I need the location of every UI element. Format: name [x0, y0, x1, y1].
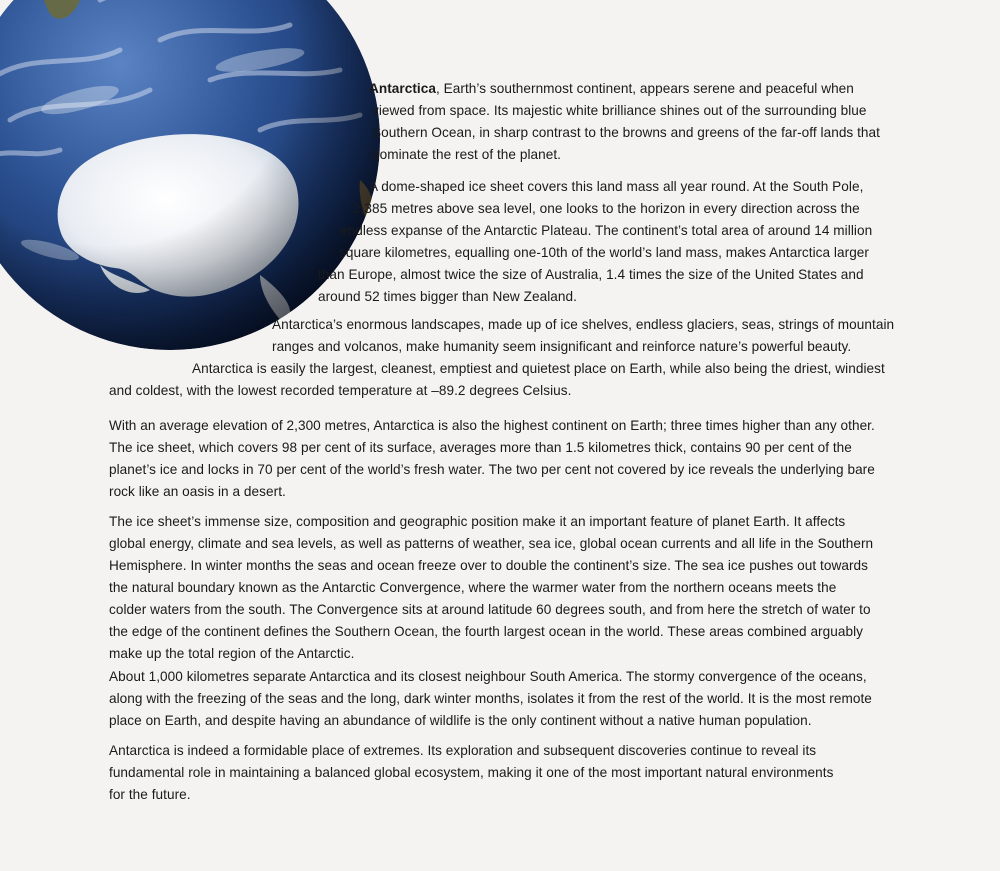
paragraph-line: than Europe, almost twice the size of Australia, 1.4 times the size of the United States and [318, 267, 864, 282]
paragraph-line: ranges and volcanos, make humanity seem insignificant and reinforce nature’s powerful beauty. [272, 339, 852, 354]
paragraph-line: the edge of the continent defines the Southern Ocean, the fourth largest ocean in the world. These areas combined arguably [109, 624, 863, 639]
intro-paragraph-continued [372, 100, 880, 166]
paragraph-ice-sheet [0, 176, 1000, 326]
paragraph-line: endless expanse of the Antarctic Plateau. The continent’s total area of around 14 million [340, 223, 873, 238]
paragraph-landscapes [0, 314, 1000, 404]
paragraph-elevation [109, 415, 875, 503]
paragraph-line: place on Earth, and despite having an abundance of wildlife is the only continent without a native human population. [109, 713, 812, 728]
paragraph-line: around 52 times bigger than New Zealand. [318, 289, 577, 304]
paragraph-line: With an average elevation of 2,300 metres, Antarctica is also the highest continent on Earth; three times higher than any other. [109, 418, 875, 433]
paragraph-line: along with the freezing of the seas and the long, dark winter months, isolates it from the rest of the world. It is the most remote [109, 691, 872, 706]
paragraph-line: Southern Ocean, in sharp contrast to the browns and greens of the far-off lands that [372, 125, 880, 140]
paragraph-line: fundamental role in maintaining a balanced global ecosystem, making it one of the most important natural environments [109, 765, 834, 780]
paragraph-line: The ice sheet’s immense size, composition and geographic position make it an important feature of planet Earth. It affects [109, 514, 846, 529]
paragraph-conclusion [109, 740, 833, 806]
paragraph-line: for the future. [109, 787, 191, 802]
paragraph-line: global energy, climate and sea levels, as well as patterns of weather, sea ice, global ocean currents and all life in the Southern [109, 536, 874, 551]
paragraph-line: dominate the rest of the planet. [372, 147, 562, 162]
paragraph-line: the natural boundary known as the Antarctic Convergence, where the warmer water from the northern oceans meets the [109, 580, 837, 595]
paragraph-line: About 1,000 kilometres separate Antarctica and its closest neighbour South America. The stormy convergence of the oceans, [109, 669, 867, 684]
paragraph-line: viewed from space. Its majestic white brilliance shines out of the surrounding blue [372, 103, 867, 118]
paragraph-line [369, 78, 854, 100]
paragraph-line: Antarctica is easily the largest, cleanest, emptiest and quietest place on Earth, while also being the driest, windiest [192, 361, 885, 376]
paragraph-line: Antarctica’s enormous landscapes, made up of ice shelves, endless glaciers, seas, strings of mountain [272, 317, 895, 332]
paragraph-line: Antarctica is indeed a formidable place of extremes. Its exploration and subsequent discoveries continue to reveal its [109, 743, 817, 758]
paragraph-line: colder waters from the south. The Convergence sits at around latitude 60 degrees south, and from here the stretch of water to [109, 602, 871, 617]
paragraph-line: Hemisphere. In winter months the seas and ocean freeze over to double the continent’s size. The sea ice pushes out towards [109, 558, 868, 573]
lead-word: Antarctica [369, 81, 436, 96]
paragraph-line: square kilometres, equalling one-10th of the world’s land mass, makes Antarctica larger [339, 245, 869, 260]
intro-paragraph [369, 78, 854, 100]
line-text: , Earth’s southernmost continent, appears serene and peaceful when [435, 81, 854, 96]
paragraph-ice-sheet-size [109, 511, 873, 665]
paragraph-line: 2,385 metres above sea level, one looks to the horizon in every direction across the [353, 201, 860, 216]
paragraph-line: make up the total region of the Antarctic. [109, 646, 355, 661]
paragraph-line: A dome-shaped ice sheet covers this land mass all year round. At the South Pole, [369, 179, 864, 194]
paragraph-line: rock like an oasis in a desert. [109, 484, 286, 499]
paragraph-line: The ice sheet, which covers 98 per cent of its surface, averages more than 1.5 kilometres thick, contains 90 per cent of the [109, 440, 852, 455]
paragraph-line: and coldest, with the lowest recorded temperature at –89.2 degrees Celsius. [109, 383, 572, 398]
paragraph-isolation [109, 666, 872, 732]
paragraph-line: planet’s ice and locks in 70 per cent of the world’s fresh water. The two per cent not covered by ice reveals the underlying bare [109, 462, 875, 477]
